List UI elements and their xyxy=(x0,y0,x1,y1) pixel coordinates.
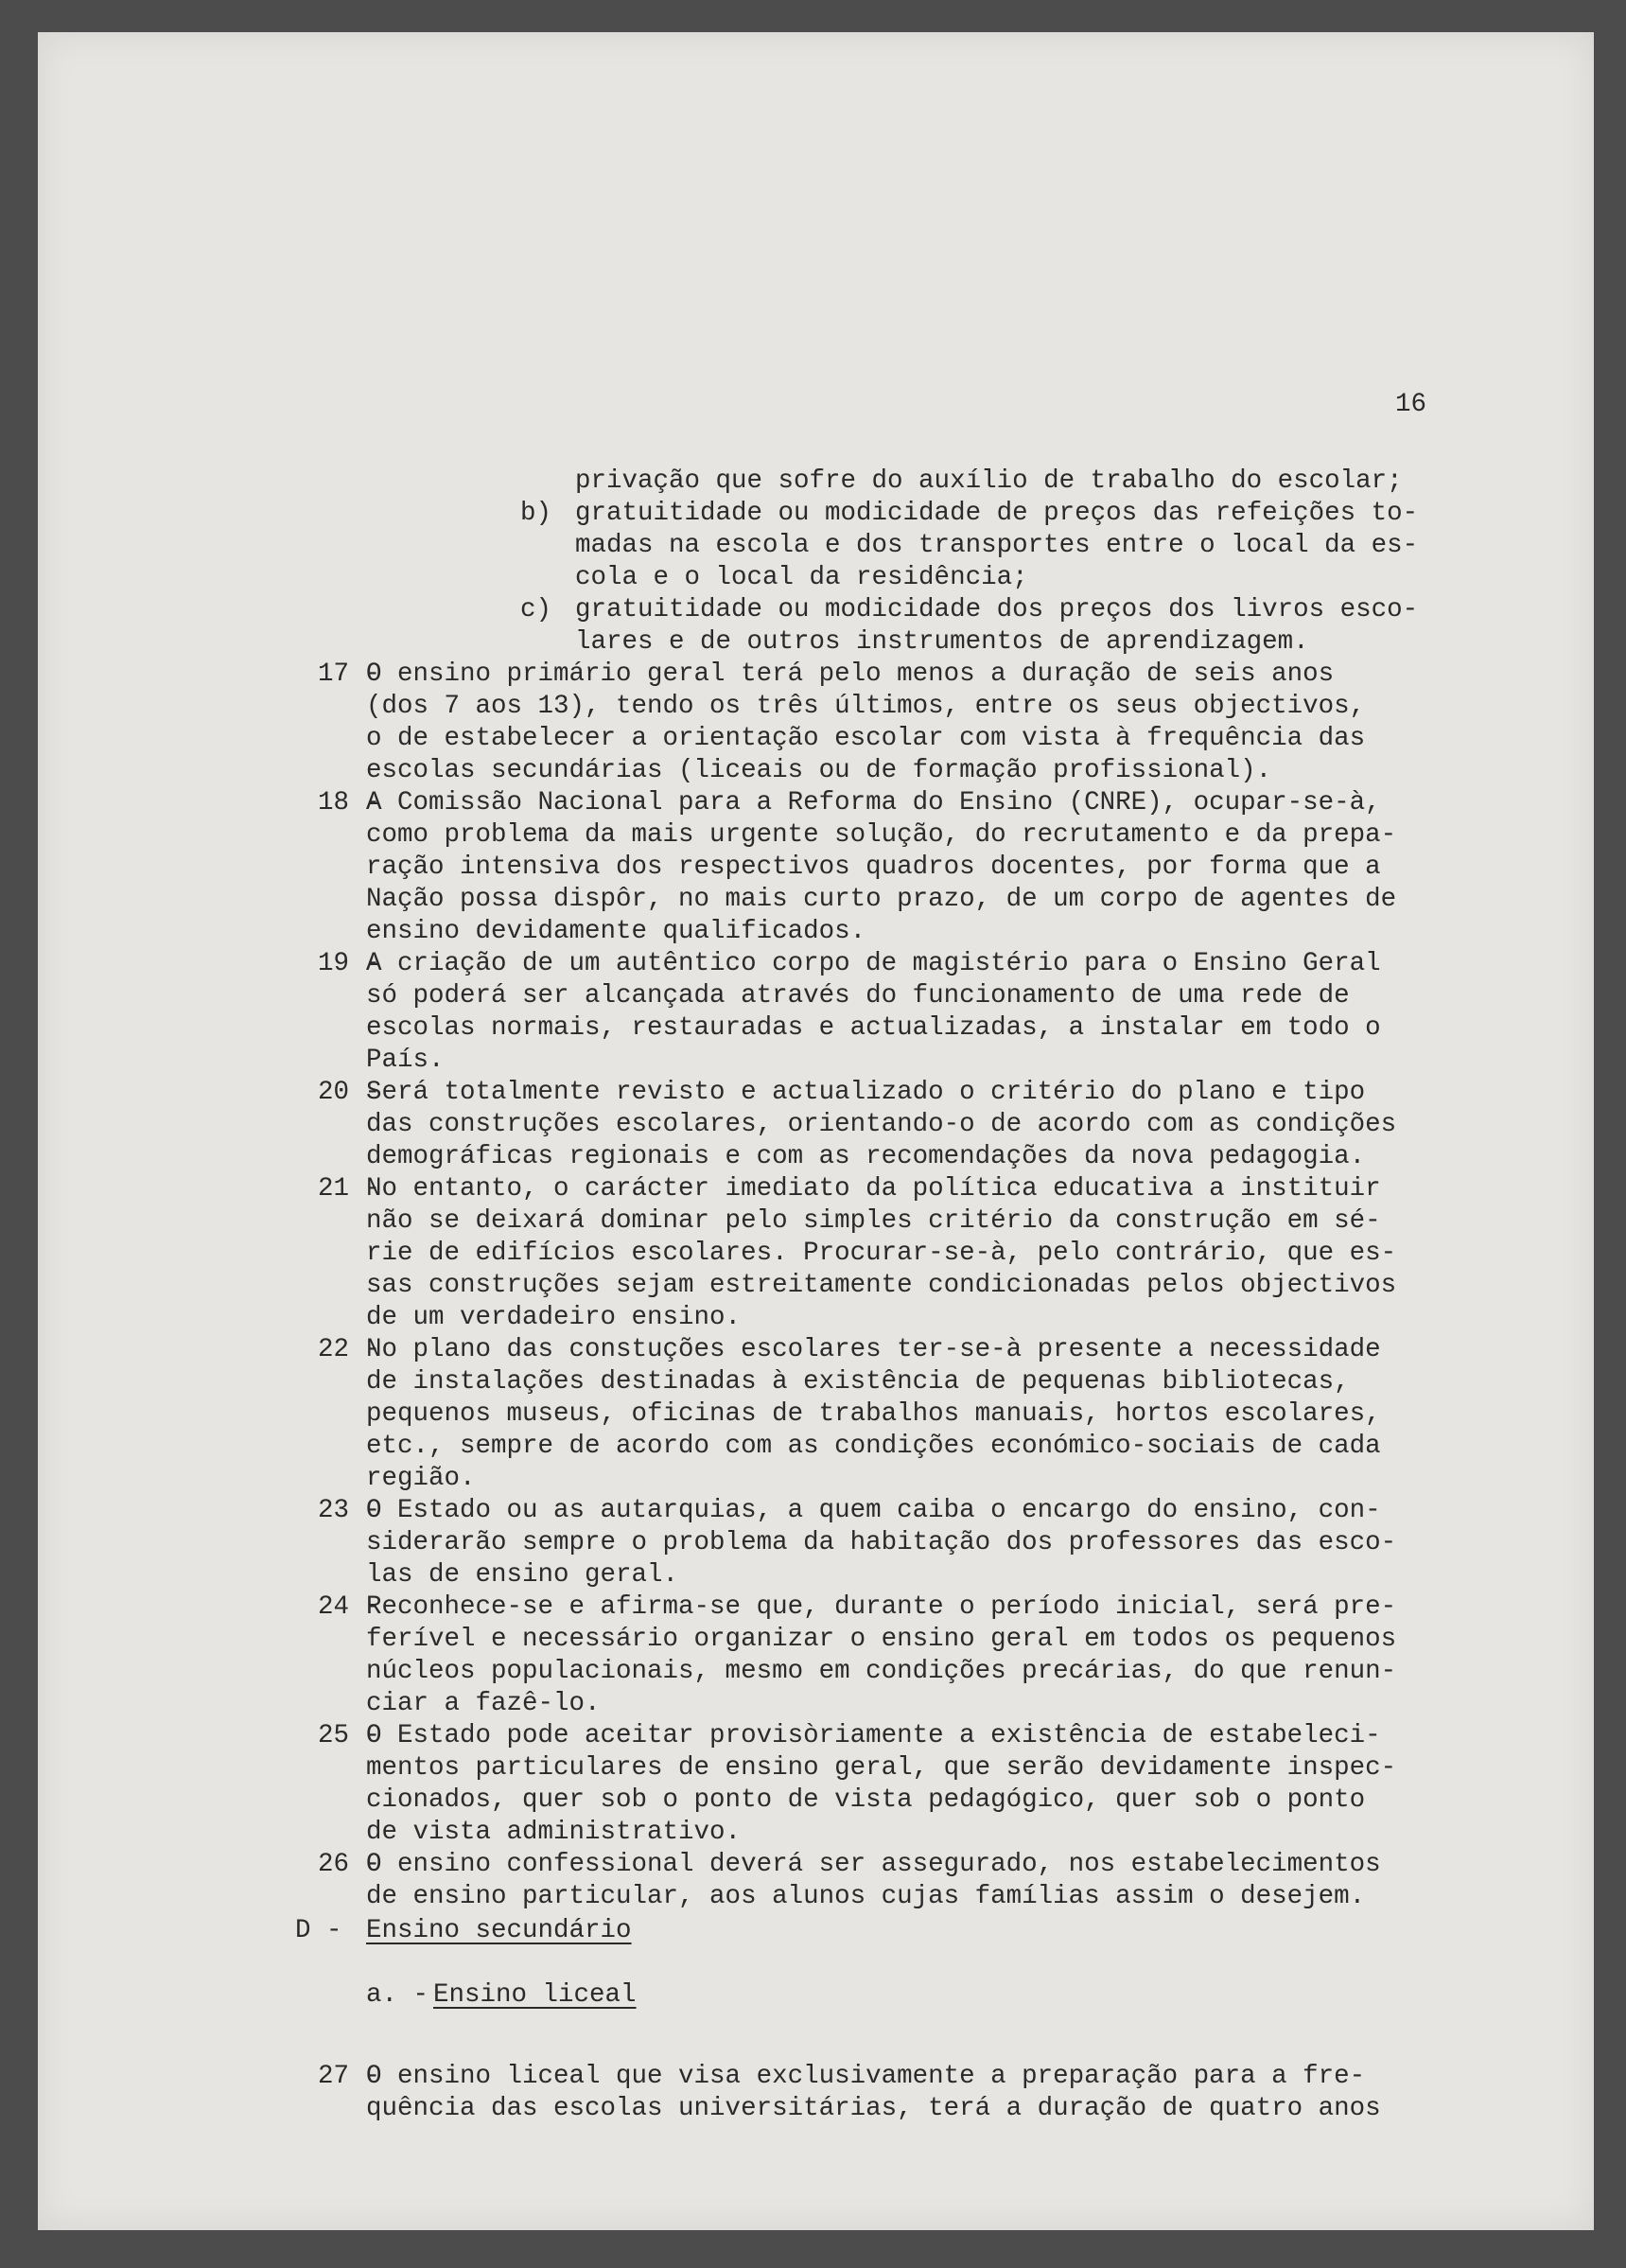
item-line: ração intensiva dos respectivos quadros docentes, por forma que a xyxy=(366,853,1381,882)
item-number: 27 - xyxy=(318,2062,381,2091)
item-line: No plano das constuções escolares ter-se-à presente a necessidade xyxy=(366,1335,1381,1364)
sub-label-c: c) xyxy=(520,595,552,624)
item-line: País. xyxy=(366,1046,445,1075)
item-line: Nação possa dispôr, no mais curto prazo, de um corpo de agentes de xyxy=(366,885,1397,914)
item-line: pequenos museus, oficinas de trabalhos manuais, hortos escolares, xyxy=(366,1399,1381,1429)
item-line: siderarão sempre o problema da habitação dos professores das esco- xyxy=(366,1528,1397,1557)
item-line: demográficas regionais e com as recomendações da nova pedagogia. xyxy=(366,1142,1366,1171)
item-line: de instalações destinadas à existência de pequenas bibliotecas, xyxy=(366,1367,1350,1397)
item-line: O ensino confessional deverá ser assegurado, nos estabelecimentos xyxy=(366,1850,1381,1879)
item-line: No entanto, o carácter imediato da política educativa a instituir xyxy=(366,1174,1381,1204)
item-line: etc., sempre de acordo com as condições económico-sociais de cada xyxy=(366,1432,1381,1461)
item-line: de ensino particular, aos alunos cujas famílias assim o desejem. xyxy=(366,1882,1366,1911)
item-line: Será totalmente revisto e actualizado o critério do plano e tipo xyxy=(366,1078,1366,1107)
page-number: 16 xyxy=(1395,390,1427,419)
section-d-prefix: D - xyxy=(295,1916,358,1945)
item-line: mentos particulares de ensino geral, que serão devidamente inspec- xyxy=(366,1753,1397,1783)
item-number: 21 - xyxy=(318,1174,381,1204)
item-line: de um verdadeiro ensino. xyxy=(366,1303,742,1332)
item-number: 23 - xyxy=(318,1496,381,1525)
item-number: 22 - xyxy=(318,1335,381,1364)
item-number: 20 - xyxy=(318,1078,381,1107)
section-d-title: Ensino secundário xyxy=(366,1916,632,1945)
document-page xyxy=(38,32,1594,2230)
intro-line: cola e o local da residência; xyxy=(575,563,1028,592)
item-line: ensino devidamente qualificados. xyxy=(366,917,866,946)
item-line: O ensino primário geral terá pelo menos a duração de seis anos xyxy=(366,659,1335,689)
item-line: O Estado pode aceitar provisòriamente a existência de estabeleci- xyxy=(366,1721,1381,1750)
item-line: só poderá ser alcançada através do funcionamento de uma rede de xyxy=(366,981,1350,1011)
item-number: 25 - xyxy=(318,1721,381,1750)
item-line: ciar a fazê-lo. xyxy=(366,1689,601,1718)
item-line: Reconhece-se e afirma-se que, durante o período inicial, será pre- xyxy=(366,1592,1397,1622)
item-line: como problema da mais urgente solução, do recrutamento e da prepa- xyxy=(366,820,1397,850)
item-number: 18 - xyxy=(318,788,381,818)
intro-line: privação que sofre do auxílio de trabalho do escolar; xyxy=(575,466,1403,496)
subsection-a-title: Ensino liceal xyxy=(433,1980,637,2010)
item-line: quência das escolas universitárias, terá a duração de quatro anos xyxy=(366,2094,1381,2123)
item-line: núcleos populacionais, mesmo em condições precárias, do que renun- xyxy=(366,1657,1397,1686)
intro-line: lares e de outros instrumentos de aprendizagem. xyxy=(575,627,1309,657)
item-number: 17 - xyxy=(318,659,381,689)
item-line: o de estabelecer a orientação escolar com vista à frequência das xyxy=(366,724,1366,753)
intro-line: gratuitidade ou modicidade de preços das refeições to- xyxy=(575,499,1419,528)
intro-line: gratuitidade ou modicidade dos preços dos livros esco- xyxy=(575,595,1419,624)
item-number: 26 - xyxy=(318,1850,381,1879)
item-line: escolas normais, restauradas e actualizadas, a instalar em todo o xyxy=(366,1013,1381,1043)
intro-line: madas na escola e dos transportes entre o local da es- xyxy=(575,531,1419,560)
sub-label-b: b) xyxy=(520,499,552,528)
item-line: rie de edifícios escolares. Procurar-se-à, pelo contrário, que es- xyxy=(366,1239,1397,1268)
item-line: ferível e necessário organizar o ensino geral em todos os pequenos xyxy=(366,1625,1397,1654)
item-line: A criação de um autêntico corpo de magistério para o Ensino Geral xyxy=(366,949,1381,978)
item-line: las de ensino geral. xyxy=(366,1560,679,1590)
item-line: A Comissão Nacional para a Reforma do Ensino (CNRE), ocupar-se-à, xyxy=(366,788,1381,818)
item-line: das construções escolares, orientando-o de acordo com as condições xyxy=(366,1110,1397,1139)
item-line: não se deixará dominar pelo simples critério da construção em sé- xyxy=(366,1206,1381,1236)
item-number: 24 - xyxy=(318,1592,381,1622)
item-line: região. xyxy=(366,1464,476,1493)
item-line: sas construções sejam estreitamente condicionadas pelos objectivos xyxy=(366,1271,1397,1300)
item-line: O Estado ou as autarquias, a quem caiba o encargo do ensino, con- xyxy=(366,1496,1381,1525)
item-number: 19 - xyxy=(318,949,381,978)
item-line: (dos 7 aos 13), tendo os três últimos, entre os seus objectivos, xyxy=(366,692,1366,721)
item-line: O ensino liceal que visa exclusivamente a preparação para a fre- xyxy=(366,2062,1366,2091)
item-line: cionados, quer sob o ponto de vista pedagógico, quer sob o ponto xyxy=(366,1785,1366,1815)
item-line: de vista administrativo. xyxy=(366,1818,742,1847)
subsection-a-prefix: a. - xyxy=(366,1980,445,2010)
item-line: escolas secundárias (liceais ou de formação profissional). xyxy=(366,756,1272,785)
